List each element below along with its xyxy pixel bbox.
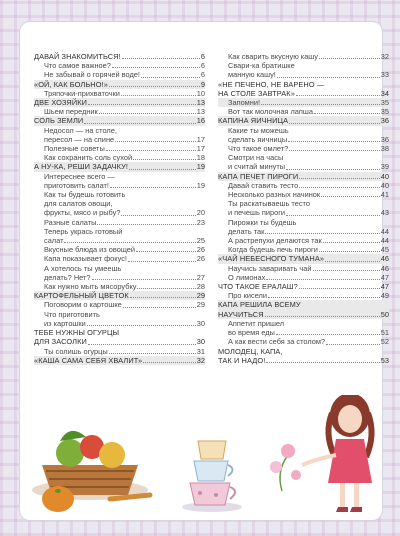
toc-entry-title: во время еды [228, 328, 275, 338]
leader-dots [84, 123, 195, 124]
toc-entry [34, 300, 205, 309]
toc-entry-title: НАУЧИТЬСЯ [218, 309, 264, 319]
toc-page-number: 47 [380, 272, 389, 282]
toc-entry [34, 328, 205, 346]
toc-page-number: 52 [380, 337, 389, 347]
leader-dots [299, 288, 380, 289]
toc-entry [218, 144, 389, 153]
leader-dots [325, 261, 380, 262]
leader-dots [323, 242, 380, 243]
toc-entry [218, 61, 389, 79]
toc-entry-title: Не забывай о горячей воде! [44, 70, 140, 80]
leader-dots [64, 242, 195, 243]
toc-page-number: 30 [196, 318, 205, 328]
toc-entry-title: Что такое омлет? [228, 144, 289, 154]
toc-entry [34, 356, 205, 365]
toc-page-number: 33 [380, 70, 389, 80]
toc-page-number: 19 [196, 162, 205, 172]
toc-entry-title: А растрепухи делаются так [228, 236, 322, 246]
toc-entry [34, 190, 205, 218]
toc-page-number: 25 [196, 236, 205, 246]
toc-entry [218, 236, 389, 245]
toc-page-number: 6 [200, 52, 205, 61]
toc-entry-line: КАПА РЕШИЛА ВСЕМУ [218, 300, 301, 310]
toc-page-number: 23 [196, 217, 205, 227]
toc-page-number: 10 [196, 88, 205, 98]
toc-entry-title: ДВЕ ХОЗЯЙКИ [34, 98, 88, 108]
toc-entry-line: ТЕБЕ НУЖНЫ ОГУРЦЫ [34, 328, 120, 338]
leader-dots [112, 67, 200, 68]
toc-page-number: 29 [196, 291, 205, 301]
toc-page-number: 51 [380, 328, 389, 338]
toc-entry-line: Ты раскатываешь тесто [228, 199, 310, 209]
leader-dots [266, 362, 379, 363]
toc-entry-title: А НУ-КА, РЕШИ ЗАДАЧКУ! [34, 162, 129, 172]
toc-page-number: 44 [380, 236, 389, 246]
toc-entry-title: Когда будешь печь пироги [228, 245, 318, 255]
leader-dots [141, 77, 200, 78]
toc-entry [34, 116, 205, 125]
toc-entry [218, 282, 389, 291]
toc-page-number: 6 [200, 70, 205, 80]
toc-entry-title: Поговорим о картошке [44, 300, 122, 310]
toc-entry-title: манную кашу! [228, 70, 276, 80]
toc-entry-line: Какие ты можешь [228, 125, 289, 135]
leader-dots [266, 279, 379, 280]
toc-entry-title: приготовить салат! [44, 180, 109, 190]
toc-page-number: 43 [380, 208, 389, 218]
leader-dots [268, 297, 380, 298]
leader-dots [137, 288, 195, 289]
toc-page-number: 29 [196, 300, 205, 310]
toc-page-number: 36 [380, 134, 389, 144]
leader-dots [299, 178, 380, 179]
toc-entry [218, 273, 389, 282]
toc-entry-line: Недосол — на столе, [44, 125, 117, 135]
toc-entry [34, 98, 205, 107]
toc-page-number: 17 [196, 134, 205, 144]
toc-entry [218, 153, 389, 171]
toc-entry-line: «НЕ ПЕЧЕНО, НЕ ВАРЕНО — [218, 79, 325, 89]
toc-page-number: 30 [196, 337, 205, 347]
toc-entry [218, 80, 389, 98]
toc-page-number: 17 [196, 144, 205, 154]
toc-entry [34, 310, 205, 328]
leader-dots [277, 77, 380, 78]
toc-entry [34, 61, 205, 70]
toc-entry-title: Что самое важное? [44, 61, 111, 71]
toc-entry-line: А хотелось ты умеешь [44, 263, 122, 273]
toc-page-number: 26 [196, 245, 205, 255]
leader-dots [128, 261, 196, 262]
leader-dots [289, 150, 380, 151]
toc-entry-title: делать так [228, 226, 265, 236]
toc-entry-title: салат [44, 236, 64, 246]
toc-entry-title: фрукты, мясо и рыбу? [44, 208, 121, 218]
toc-entry-title: Вкусные блюда из овощей [44, 245, 136, 255]
toc-entry [34, 264, 205, 282]
leader-dots [296, 95, 380, 96]
toc-page-number: 44 [380, 226, 389, 236]
toc-page-number: 31 [196, 346, 205, 356]
toc-entry-title: ДАВАЙ ЗНАКОМИТЬСЯ! [34, 52, 121, 61]
toc-entry-line: Как ты будешь готовить [44, 190, 126, 200]
leader-dots [87, 325, 196, 326]
toc-entry-title: делать? Нет? [44, 272, 91, 282]
toc-entry [34, 347, 205, 356]
toc-page-number: 13 [196, 98, 205, 108]
toc-page-number: 38 [380, 144, 389, 154]
toc-page-number: 26 [196, 254, 205, 264]
toc-entry-title: СОЛЬ ЗЕМЛИ [34, 116, 84, 126]
toc-entry-title: «ОЙ, КАК БОЛЬНО!» [34, 79, 108, 89]
toc-entry [34, 153, 205, 162]
toc-page-number: 6 [200, 61, 205, 71]
toc-entry [218, 107, 389, 116]
toc-entry-line: Теперь укрась готовый [44, 226, 123, 236]
toc-entry [218, 172, 389, 181]
toc-entry-title: НА СТОЛЕ ЗАВТРАК» [218, 88, 295, 98]
toc-entry [218, 181, 389, 190]
toc-entry-title: и считай минуты [228, 162, 286, 172]
leader-dots [129, 169, 196, 170]
toc-entry-title: А как вести себя за столом? [228, 337, 326, 347]
toc-entry-title: Несколько разных начинок [228, 190, 321, 200]
toc-entry [34, 227, 205, 245]
leader-dots [122, 58, 200, 59]
toc-entry [218, 300, 389, 318]
toc-page-number: 45 [380, 245, 389, 255]
toc-entry [34, 107, 205, 116]
toc-entry-title: Как нужно мыть мясорубку [44, 282, 137, 292]
toc-entry [218, 319, 389, 337]
toc-page-number: 32 [196, 355, 205, 365]
toc-page-number: 27 [196, 272, 205, 282]
toc-entry [34, 172, 205, 190]
leader-dots [286, 169, 380, 170]
toc-entry-title: сделать яичницы [228, 134, 288, 144]
leader-dots [299, 187, 380, 188]
toc-page-number: 13 [196, 107, 205, 117]
leader-dots [321, 196, 380, 197]
toc-page-number: 40 [380, 180, 389, 190]
girl-with-flowers-illustration [270, 395, 372, 512]
toc-entry-line: Пирожки ты будешь [228, 217, 297, 227]
leader-dots [115, 141, 196, 142]
toc-entry-title: Вот так молочная лапша [228, 107, 313, 117]
leader-dots [265, 316, 380, 317]
leader-dots [265, 233, 379, 234]
toc-entry [218, 190, 389, 199]
toc-entry [34, 89, 205, 98]
illustration-strip [20, 395, 382, 520]
toc-page-number: 41 [380, 190, 389, 200]
leader-dots [121, 95, 196, 96]
toc-entry-title: ДЛЯ ЗАСОЛКИ [34, 337, 87, 347]
leader-dots [130, 297, 196, 298]
leader-dots [109, 353, 196, 354]
leader-dots [110, 187, 196, 188]
toc-entry [34, 218, 205, 227]
toc-entry-line: для салатов овощи, [44, 199, 113, 209]
toc-entry [218, 337, 389, 346]
toc-page-number: 39 [380, 162, 389, 172]
toc-entry-title: КАРТОФЕЛЬНЫЙ ЦВЕТОК [34, 291, 129, 301]
toc-entry [218, 126, 389, 144]
leader-dots [143, 362, 196, 363]
toc-entry-title: ТАК И НАДО! [218, 355, 266, 365]
toc-entry [34, 245, 205, 254]
toc-entry [218, 218, 389, 236]
toc-entry-line: Аппетит пришел [228, 318, 285, 328]
toc-entry [34, 52, 205, 61]
toc-entry-line: Что приготовить [44, 309, 100, 319]
leader-dots [121, 215, 195, 216]
toc-entry [218, 116, 389, 125]
toc-page-number: 9 [200, 79, 205, 89]
leader-dots [88, 344, 196, 345]
toc-entry-title: Запомни! [228, 98, 261, 108]
leader-dots [276, 334, 380, 335]
toc-entry [34, 144, 205, 153]
toc-entry [34, 282, 205, 291]
toc-entry-title: Шьем передник [44, 107, 98, 117]
toc-entry-title: Как сварить вкусную кашу [228, 52, 318, 61]
toc-entry-title: КАПИНА ЯИЧНИЦА [218, 116, 289, 126]
toc-page-number: 47 [380, 282, 389, 292]
toc-page-number: 16 [196, 116, 205, 126]
toc-entry-line: МОЛОДЕЦ, КАПА, [218, 346, 283, 356]
toc-page-number: 35 [380, 107, 389, 117]
toc-entry [34, 162, 205, 171]
leader-dots [288, 141, 380, 142]
toc-page-number: 49 [380, 291, 389, 301]
toc-page-number: 19 [196, 180, 205, 190]
toc-entry-title: Капа показывает фокус! [44, 254, 127, 264]
toc-page-number: 46 [380, 263, 389, 273]
toc-entry [218, 52, 389, 61]
toc-entry-title: Тряпочки-прихваточки [44, 88, 120, 98]
toc-page-number: 35 [380, 98, 389, 108]
toc-entry-title: пересол — на спине [44, 134, 115, 144]
leader-dots [319, 251, 380, 252]
toc-entry-title: из картошки [44, 318, 86, 328]
toc-page-number: 18 [196, 153, 205, 163]
toc-entry-title: Полезные советы [44, 144, 105, 154]
leader-dots [106, 150, 196, 151]
toc-entry-title: Разные салаты [44, 217, 97, 227]
toc-entry-title: и печешь пироги [228, 208, 286, 218]
leader-dots [136, 251, 196, 252]
toc-entry [218, 254, 389, 263]
toc-entry-title: Ты солишь огурцы [44, 346, 108, 356]
toc-entry-title: Как сохранить соль сухой [44, 153, 133, 163]
contents-column-right [218, 52, 389, 365]
toc-entry-title: Про кисели [228, 291, 267, 301]
toc-page-number: 40 [380, 171, 389, 181]
toc-entry [218, 347, 389, 365]
leader-dots [286, 215, 380, 216]
contents-column-left [34, 52, 205, 365]
toc-page-number: 20 [196, 208, 205, 218]
toc-entry-title: «ЧАЙ НЕБЕСНОГО ТУМАНА» [218, 254, 325, 264]
toc-page-number: 50 [380, 309, 389, 319]
toc-page-number: 36 [380, 116, 389, 126]
toc-entry [218, 291, 389, 300]
vegetable-basket-illustration [32, 431, 150, 512]
toc-entry [218, 264, 389, 273]
toc-entry [34, 70, 205, 79]
leader-dots [326, 344, 380, 345]
leader-dots [319, 58, 380, 59]
toc-page-number: 32 [380, 52, 389, 61]
stacked-teacups-illustration [182, 441, 242, 512]
leader-dots [314, 113, 380, 114]
toc-entry-line: Смотри на часы [228, 153, 284, 163]
leader-dots [99, 113, 196, 114]
toc-page-number: 46 [380, 254, 389, 264]
toc-entry [218, 98, 389, 107]
toc-page-number: 53 [380, 355, 389, 365]
toc-entry [34, 254, 205, 263]
toc-page-number: 28 [196, 282, 205, 292]
leader-dots [123, 307, 196, 308]
toc-entry-line: Свари-ка братишке [228, 61, 295, 71]
leader-dots [92, 279, 196, 280]
toc-entry [34, 80, 205, 89]
toc-entry [34, 126, 205, 144]
leader-dots [97, 224, 195, 225]
leader-dots [289, 123, 380, 124]
toc-page-number: 34 [380, 88, 389, 98]
toc-entry-title: О лимонах [228, 272, 266, 282]
toc-entry-title: ЧТО ТАКОЕ ЕРАЛАШ? [218, 282, 298, 292]
leader-dots [261, 104, 380, 105]
toc-entry-title: «КАША САМА СЕБЯ ХВАЛИТ» [34, 355, 143, 365]
toc-entry [34, 291, 205, 300]
toc-entry-title: КАПА ПЕЧЕТ ПИРОГИ [218, 171, 299, 181]
leader-dots [313, 270, 380, 271]
leader-dots [133, 159, 196, 160]
leader-dots [88, 104, 196, 105]
toc-entry [218, 245, 389, 254]
toc-entry-line: Интереснее всего — [44, 171, 115, 181]
toc-entry-title: Научись заваривать чай [228, 263, 312, 273]
toc-entry-title: Давай ставить тесто [228, 180, 299, 190]
leader-dots [109, 86, 200, 87]
toc-entry [218, 199, 389, 217]
